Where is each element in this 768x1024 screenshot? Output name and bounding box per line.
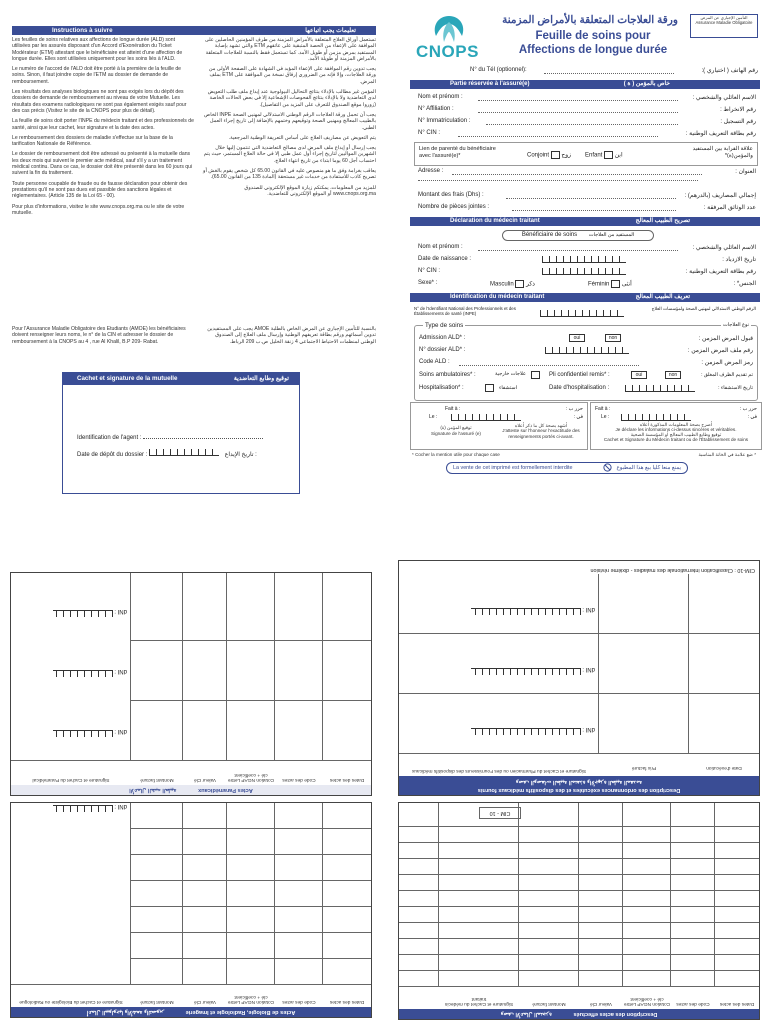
admission-oui-box[interactable]: oui — [569, 334, 585, 342]
med-fait-a-label: Fait à : — [595, 406, 611, 412]
instr-ar-2: يجب تدوين رقم الموافقة على الإعفاء المؤبد في الشهادة على الصفحة الأولى من ورقة العلاجات، وإلا فإنه من الضروري إرفاق نسخة من الموافقة على ETM بملف المرض. — [208, 66, 376, 85]
ordonnances-header-fr: Description des ordonnances exécutées et des dispositifs médicaux fournis — [477, 787, 681, 793]
actes-header-ar: وصف الأعمال المنجزة — [500, 1011, 552, 1017]
para-col-signature: Signature et Cachet du Paramédical — [32, 777, 110, 782]
depot-row — [77, 449, 257, 458]
attestation — [501, 423, 581, 439]
actes-col-valeur: Valeur Clé — [589, 1001, 613, 1006]
mutuelle-header — [63, 373, 299, 385]
bio-table — [10, 802, 372, 1018]
inpe-label: N° de l'Identifiant National des Professionnels et des Établissements de santé (INPE) — [414, 306, 516, 317]
form-title-ar: ورقة العلاجات المتعلقة بالأمراض المزمنة — [502, 14, 678, 26]
date-hosp-label: Date d'hospitalisation : — [549, 385, 610, 391]
pieces-field[interactable] — [512, 204, 676, 211]
ord-dni-label-3: dNI : — [582, 606, 595, 612]
instr-ar-6: يجب إرسال أو إيداع ملف المرض لدى مصالح التعاضدية التي تنتمون إليها خلال الشهرين المواليين لتاريخ إجراء أول عمل طبي إلا في حالة العلاج المستمر، حيث يتم احتساب أجل 60 يوما ابتداء من تاريخ انتهاء العلاج. — [203, 145, 376, 164]
para-col-dates: Dates des actes — [329, 777, 365, 782]
beneficiaire-pill-fr: Bénéficiaire de soins — [521, 232, 578, 238]
feminin-option — [588, 280, 632, 288]
para-table — [10, 572, 372, 796]
pieces-label: Nombre de pièces jointes : — [418, 204, 490, 210]
attest-ar: أشهد بصحة كل ما ذكر أعلاه — [514, 423, 568, 428]
form-title-fr-1: Feuille de soins pour — [535, 30, 651, 42]
adresse-label: Adresse : — [418, 168, 444, 174]
ord-dni-field-2[interactable] — [471, 668, 581, 675]
inpe-label-ar: الرقم الوطني الاستدلالي لمهنيي الصحة ولمؤسسات العلاج — [651, 306, 756, 311]
pli-label: Pli confidentiel remis* : — [549, 372, 610, 378]
affiliation-label-ar: رقم الانخراط : — [720, 107, 756, 113]
amo-corner-box — [690, 14, 758, 38]
naissance-label: Date de naissance : — [418, 256, 472, 262]
assure-le-label-ar: في : — [573, 414, 583, 420]
hospitalisation-label-ar: استشفاء — [499, 385, 517, 391]
instructions-header-ar: تعليمات يجب اتباعها — [305, 27, 356, 34]
dossier-ald-row — [419, 347, 753, 356]
hospitalisation-row — [419, 385, 753, 394]
ben-cin-field[interactable] — [542, 268, 626, 275]
para-dni-field-1[interactable] — [53, 730, 113, 737]
ben-cin-label: N° CIN : — [418, 268, 441, 274]
affiliation-label: N° Affiliation : — [418, 106, 454, 112]
feminin-checkbox[interactable] — [611, 280, 620, 288]
prohibited-icon — [603, 463, 612, 476]
ambulatoire-label-ar: علاجات خارجية — [495, 371, 526, 377]
instr-ar-1: تستعمل أوراق العلاج المتعلقة بالأمراض المزمنة من طرف المؤمنين الحاصلين على الموافقة على الإعفاء من الحصة المتبقية على عاتقهم ETM والتي تشهد بإصابة المستفيد بمرض مزمن أو طويل الأمد. كما تستعمل فقط بالنسبة للعلاجات المتعلقة بالأمراض المزمنة أو طويلة الأمد. — [204, 37, 376, 62]
sexe-label: Sexe* : — [418, 280, 438, 286]
tel-field[interactable] — [544, 67, 674, 74]
instr-fr-8: Pour plus d'informations, visitez le site www.cnops.org.ma ou le site de votre mutuelle. — [12, 203, 185, 216]
ident-header-fr: Identification du médecin traitant — [450, 294, 545, 300]
instr-ar-9: بالنسبة للتأمين الإجباري عن المرض الخاص بالطلبة AMOE يجب على المستفيدين تدوين أسمائهم ورقم بطاقة تعريفهم الوطنية وإرسال ملف العلاج إلى الصندوق الوطني لمنظمات الاحتياط الاجتماعي 4 زنقة الخليل ص.ب 209 الرباط. — [207, 326, 376, 345]
montant-field[interactable] — [506, 192, 676, 199]
mutuelle-header-ar: توقيع وطابع التعاضدية — [233, 375, 289, 382]
sig-assure-fr: Signature de l'assuré (e) — [431, 431, 481, 436]
type-soins-title-ar: نوع العلاجات — [723, 322, 749, 328]
adresse-row — [418, 168, 756, 176]
admission-row — [419, 335, 753, 344]
enfant-label: Enfant — [585, 152, 603, 159]
actes-col-dates: Dates des actes — [719, 1001, 755, 1006]
medecin-section-header — [410, 217, 760, 226]
ord-dni-row-1 — [471, 726, 595, 735]
assure-immatriculation-row — [418, 118, 756, 126]
pli-non-box[interactable]: non — [665, 371, 681, 379]
amo-corner-fr: Assurance Maladie Obligatoire — [695, 20, 753, 25]
ben-nom-field[interactable] — [478, 244, 678, 251]
pli-label-ar: تم تقديم الظرف المغلق : — [701, 372, 753, 378]
assure-fait-a-label-ar: حرر ب : — [565, 406, 583, 412]
instr-ar-3: المؤمن غير مطالب بالإدلاء بنتائج التحاليل البيولوجية عند إيداع ملف طلب التعويض لدى التعاضدية ولا بالإدلاء بنتائج الفحوصات الإشعاعية إلا في بعض الحالات الخاصة (زوروا موقع الصندوق للتعرف على المزيد من التفاصيل). — [207, 89, 376, 108]
bio-header-ar: أعمال البيولوجيا والأشعة والتصوير — [86, 1009, 165, 1015]
conjoint-label: Conjoint — [527, 152, 550, 159]
mutuelle-stamp-box — [62, 372, 300, 494]
enfant-checkbox[interactable] — [604, 151, 613, 159]
assure-le-row — [415, 414, 583, 421]
cocher-note: * Cocher la mention utile pour chaque case — [412, 452, 500, 457]
bio-header — [11, 1007, 371, 1017]
para-dni-row-2 — [53, 668, 127, 677]
vente-fr: La vente de cet imprimé est formellement interdite — [453, 465, 573, 471]
med-le-label-ar: في : — [747, 414, 757, 420]
sexe-row — [418, 280, 756, 288]
cnops-logo — [414, 12, 484, 64]
assure-nom-field[interactable] — [478, 94, 678, 101]
agent-row — [77, 435, 263, 441]
immatriculation-label-ar: رقم التسجيل : — [720, 119, 756, 125]
ord-col-signature: Signature et Cachet du Pharmacien ou des Fournisseurs des dispositifs médicaux — [411, 768, 587, 773]
lien-parente-box — [414, 142, 758, 166]
para-dni-row-1 — [53, 728, 127, 737]
declare-fr: Je déclare les informations ci-dessus sincères et véritables. — [615, 427, 737, 432]
montant-row — [418, 192, 756, 200]
ben-naissance-row — [418, 256, 756, 264]
instr-ar-5: يتم التعويض عن مصاريف العلاج على أساس التعريفة الوطنية المرجعية. — [228, 134, 376, 141]
adresse-label-ar: العنوان : — [735, 169, 756, 175]
actes-col-signature: Signature et Cachet du médecin traitant — [444, 995, 514, 1006]
med-declaration — [595, 422, 757, 442]
masculin-label-ar: ذكر — [526, 281, 535, 288]
assure-le-label: Le : — [429, 414, 438, 420]
assure-cin-row — [418, 130, 756, 138]
immatriculation-label: N° Immatriculation : — [418, 118, 471, 124]
bio-col-valeur: Valeur Clé — [193, 999, 217, 1004]
bottom-right-page — [398, 562, 760, 1020]
para-col-valeur: Valeur Clé — [193, 777, 217, 782]
enfant-option — [585, 151, 623, 159]
para-dni-field-3[interactable] — [53, 610, 113, 617]
masculin-label: Masculin — [490, 281, 514, 288]
montant-label: Montant des frais (Dhs) : — [418, 192, 484, 198]
tel-row — [470, 67, 758, 75]
para-col-headers — [11, 760, 371, 785]
sexe-label-ar: الجنس* : — [733, 281, 756, 287]
cin-label-ar: رقم بطاقة التعريف الوطنية : — [685, 131, 756, 137]
bio-dni-field[interactable] — [53, 805, 113, 812]
code-ald-label-ar: رمز المرض المزمن : — [701, 360, 753, 366]
med-fait-a-row — [595, 406, 757, 413]
bio-dni-label: dNI : — [114, 803, 127, 809]
ord-dni-field-3[interactable] — [471, 608, 581, 615]
medecin-header-fr: Déclaration du médecin traitant — [450, 218, 540, 224]
sig-assure-ar: توقيع المؤمن (ة) — [440, 425, 472, 430]
feuille-de-soins-form — [410, 10, 760, 500]
ord-dni-field-1[interactable] — [471, 728, 581, 735]
instructions-header-fr: Instructions à suivre — [52, 27, 113, 34]
ordonnances-header — [399, 776, 759, 795]
medecin-signature-box — [590, 402, 762, 450]
type-soins-box — [414, 322, 758, 401]
assure-fait-a-row — [415, 406, 583, 413]
naissance-field[interactable] — [542, 256, 626, 263]
adresse-field[interactable] — [452, 168, 702, 175]
ord-col-prix: Prix facturé — [631, 765, 657, 770]
bio-col-montant: Montant facturé — [140, 999, 174, 1004]
sig-assure — [417, 425, 495, 436]
beneficiaire-pill — [502, 230, 654, 241]
mutuelle-header-fr: Cachet et signature de la mutuelle — [77, 375, 178, 382]
actes-col-montant: Montant facturé — [532, 1001, 566, 1006]
amo-corner-ar: التأمين الإجباري عن المرض — [700, 15, 748, 20]
code-ald-label: Code ALD : — [419, 359, 450, 365]
form-title-fr-2: Affections de longue durée — [518, 44, 668, 56]
bio-header-fr: Actes de Biologie, Radiologie et Imagerie — [185, 1009, 296, 1015]
instructions-ar-amoe — [200, 326, 376, 349]
instr-ar-7: يعاقب بغرامة وفق ما هو منصوص عليه في القانون 65.00 كل شخص يقوم بالغش أو تصريح كاذب للاستفادة من خدمات غير مستحقة (المادة 135 من القانون 65.00). — [203, 168, 376, 181]
cachet-med-fr: Cachet et Signature du Médecin traitant ou de l'Établissement de soins — [603, 437, 749, 442]
para-header-fr: Actes Paramédicaux — [198, 787, 253, 793]
admission-label: Admission ALD* : — [419, 335, 466, 341]
hospitalisation-label: Hospitalisation* : — [419, 385, 464, 391]
naissance-label-ar: تاريخ الازدياد : — [722, 257, 756, 263]
instr-fr-7: Toute personne coupable de fraude ou de fausse déclaration pour obtenir des prestations qu'il ne sont pas dues est passible des sanctions légales et réglementaires. (Article 135 de la Loi 65 - 00). — [12, 180, 188, 200]
instr-fr-3: Les résultats des analyses biologiques ne sont pas exigés lors du dépôt des dossiers de demande de remboursement au niveau de votre Mutuelle. Les résultats des examens radiologiques ne sont pas également exigés sauf pour des cas précis (Visitez le site de la CNOPS pour plus de détail). — [12, 89, 187, 114]
assure-nom-label: Nom et prénom : — [418, 94, 463, 100]
instructions-ar — [200, 37, 376, 201]
assure-nom-row — [418, 94, 756, 102]
admission-non-box[interactable]: non — [605, 334, 621, 342]
assure-section-header — [410, 80, 760, 89]
assure-nom-label-ar: الاسم العائلي والشخصي : — [692, 95, 756, 101]
masculin-option — [490, 280, 535, 288]
ordonnances-table — [398, 560, 760, 796]
para-header — [11, 785, 371, 795]
ben-nom-label-ar: الاسم العائلي والشخصي : — [692, 245, 756, 251]
para-dni-row-3 — [53, 608, 127, 617]
date-hosp-field[interactable] — [625, 385, 695, 392]
adresse-line-2[interactable] — [418, 180, 698, 181]
assure-affiliation-row — [418, 106, 756, 114]
ambulatoire-checkbox[interactable] — [531, 371, 540, 379]
lien-label: Lien de parenté du bénéficiaire avec l'assuré(e)* — [419, 146, 496, 159]
med-le-row — [595, 414, 757, 421]
cin-label: N° CIN : — [418, 130, 441, 136]
agent-label: Identification de l'agent : — [77, 435, 142, 441]
bio-col-signature: Signature et Cachet du Biologiste ou Radiologue — [19, 999, 123, 1004]
ben-nom-row — [418, 244, 756, 252]
ord-dni-row-2 — [471, 666, 595, 675]
instructions-header — [12, 26, 376, 35]
hospitalisation-checkbox[interactable] — [485, 384, 494, 392]
para-grid — [131, 573, 371, 761]
instructions-fr — [12, 37, 194, 220]
ident-section-header — [410, 293, 760, 302]
immatriculation-field[interactable] — [486, 118, 678, 125]
depot-label: Date de dépôt du dossier : — [77, 452, 148, 458]
bio-col-code: Code des actes — [282, 999, 316, 1004]
pieces-label-ar: عدد الوثائق المرفقة : — [703, 205, 756, 211]
bio-dni-row — [53, 803, 127, 812]
cim-box: CIM - 10 — [479, 807, 521, 819]
assure-header-fr: Partie réservée à l'assuré(e) — [450, 81, 530, 87]
conjoint-label-ar: زوج — [561, 152, 572, 159]
actes-col-code: Code des actes — [676, 1001, 710, 1006]
lien-label-ar: علاقة القرابة بين المستفيد والمؤمن(ة)* — [692, 146, 753, 159]
dossier-ald-label-ar: رقم ملف المرض المزمن : — [687, 348, 753, 354]
para-col-montant: Montant facturé — [140, 777, 174, 782]
actes-col-cotation: Cotation NGAP Lettre clé + coefficient — [623, 995, 671, 1006]
assure-le-field[interactable] — [451, 414, 521, 421]
ambulatoire-row — [419, 372, 753, 381]
dossier-ald-label: N° dossier ALD* : — [419, 347, 466, 353]
para-dni-label-2: dNI : — [114, 668, 127, 674]
beneficiaire-pill-ar: المستفيد من العلاجات — [588, 232, 635, 238]
para-dni-field-2[interactable] — [53, 670, 113, 677]
cin-field[interactable] — [458, 130, 658, 137]
instr-fr-1: Les feuilles de soins relatives aux affections de longue durée (ALD) sont utilisées par les assurés disposant d'un Accord d'Exonération du Ticket Modérateur (ETM) attestant que le bénéficiaire est atteint d'une affection de longue durée. Elles sont utilisées uniquement pour les soins liés à l'ALD. — [12, 37, 183, 62]
type-soins-title: Type de soins — [425, 322, 464, 329]
depot-label-ar: تاريخ الإيداع : — [224, 452, 257, 458]
para-header-ar: الأعمال الشبه الطبية — [129, 787, 177, 793]
ambulatoire-label: Soins ambulatoires* : — [419, 372, 476, 378]
tel-label-ar: رقم الهاتف ( اختياري ): — [701, 68, 758, 74]
med-le-label: Le : — [601, 414, 610, 420]
ord-col-date: Date d'exécution — [706, 765, 742, 770]
ordonnances-header-ar: وصف الوصفات الطبية المنفذة والأجهزة الطبية المقدمة — [515, 779, 643, 785]
conjoint-checkbox[interactable] — [551, 151, 560, 159]
instr-fr-9: Pour l'Assurance Maladie Obligatoire des Etudiants (AMOE) les bénéficiaires doivent renseigner leurs noms, le n° de la CIN et adresser le dossier de remboursement à la CNOPS au 4 , rue Al Khalil, B.P 209- Rabat. — [12, 326, 186, 345]
instructions-fr-amoe — [12, 326, 194, 349]
ord-dni-label-2: dNI : — [582, 666, 595, 672]
bottom-left-page — [10, 574, 372, 1018]
ben-cin-row — [418, 268, 756, 276]
dossier-ald-field[interactable] — [545, 347, 629, 354]
actes-table — [398, 802, 760, 1020]
bio-grid — [131, 803, 371, 985]
instr-ar-8: للمزيد من المعلومات، يمكنكم زيارة الموقع الإلكتروني للصندوق www.cnops.org.ma أو الموقع الإلكتروني للتعاضدية. — [244, 184, 376, 197]
inpe-field[interactable] — [540, 310, 624, 317]
ident-header-ar: تعريف الطبيب المعالج — [635, 294, 690, 300]
cocher-note-ar: * ضع علامة في الخانة المناسبة — [698, 452, 756, 457]
instr-fr-2: Le numéro de l'accord de l'ALD doit être porté à la première de la feuille de soins. Sinon, il faut joindre copie de l'ETM au dossier de demande de remboursement. — [12, 66, 182, 85]
ord-dni-label-1: dNI : — [582, 726, 595, 732]
affiliation-field[interactable] — [478, 106, 678, 113]
date-hosp-label-ar: تاريخ الاستشفاء : — [718, 385, 753, 391]
tel-label: N° du Tél (optionnel): — [470, 67, 527, 73]
enfant-label-ar: ابن — [614, 152, 623, 159]
ben-nom-label: Nom et prénom : — [418, 244, 463, 250]
pli-oui-box[interactable]: oui — [631, 371, 647, 379]
assure-signature-box — [410, 402, 588, 450]
para-dni-label-1: dNI : — [114, 728, 127, 734]
instr-fr-6: Le dossier de remboursement doit être adressé ou présenté à la mutuelle dans les deux mois qui suivent le premier acte médical, sauf s'il y a un traitement médical continu. Dans ce cas, le dossier doit être présenté dans les 60 jours qui suivent la fin du traitement. — [12, 151, 193, 177]
attest-fr: J'atteste sur l'honneur l'exactitude des renseignements portés ci-avant. — [502, 428, 580, 439]
cnops-wordmark: CNOPS — [416, 42, 479, 61]
para-dni-label-3: dNI : — [114, 608, 127, 614]
instr-fr-5: Le remboursement des dossiers de maladie s'effectue sur la base de la tarification Nationale de Référence. — [12, 134, 173, 148]
assure-fait-a-label: Fait à : — [445, 406, 461, 412]
bio-col-cotation: Cotation NGAP Lettre clé + coefficient — [227, 993, 275, 1004]
med-le-field[interactable] — [621, 414, 691, 421]
instr-fr-4: La feuille de soins doit porter l'INPE du médecin traitant et des professionnels de santé, ainsi que leur cachet, leur signature et la date des actes. — [12, 118, 194, 131]
cim-footnote: CIM-10 : Classification internationale des maladies - dixième révision — [590, 567, 755, 573]
vente-ar: يمنع منعا كليا بيع هذا المطبوع — [616, 465, 681, 471]
actes-col-headers — [399, 986, 759, 1009]
depot-date-field[interactable] — [149, 449, 219, 456]
masculin-checkbox[interactable] — [515, 280, 524, 288]
bio-col-dates: Dates des actes — [329, 999, 365, 1004]
code-ald-field[interactable] — [459, 359, 639, 366]
code-ald-row — [419, 359, 753, 368]
montant-label-ar: إجمالي المصاريف (بالدرهم) : — [684, 193, 756, 199]
med-fait-a-label-ar: حرر ب : — [739, 406, 757, 412]
feminin-label: Féminin — [588, 281, 610, 288]
actes-grid — [399, 803, 759, 987]
declare-ar: أصرح بصحة المعلومات المذكورة أعلاه — [639, 422, 713, 427]
para-col-cotation: Cotation NGAP Lettre clé + coefficient — [227, 771, 275, 782]
para-col-code: Code des actes — [282, 777, 316, 782]
cachet-med-ar: توقيع وطابع الطبيب المعالج أو المؤسسة الصحية — [630, 432, 722, 437]
conjoint-option — [527, 151, 571, 159]
ben-cin-label-ar: رقم بطاقة التعريف الوطنية : — [685, 269, 756, 275]
medecin-header-ar: تصريح الطبيب المعالج — [635, 218, 690, 224]
instr-ar-4: يجب أن تحمل ورقة العلاجات الرقم الوطني الاستدلالي لمهنيي الصحة INPE الخاص بالطبيب المعالج ومهنيي الصحة وتوقيعهم وختمهم بالإضافة إلى تاريخ إجراء العمل الطبي. — [204, 111, 376, 131]
assure-header-ar: خاص بالمؤمن ( ة ) — [623, 81, 670, 87]
bio-col-headers — [11, 984, 371, 1007]
ordonnances-col-headers — [399, 753, 759, 776]
vente-interdite-banner — [446, 462, 688, 474]
admission-label-ar: قبول المرض المزمن : — [698, 336, 753, 342]
actes-header — [399, 1009, 759, 1019]
pieces-row — [418, 204, 756, 212]
agent-field[interactable] — [143, 438, 263, 439]
feminin-label-ar: أنثى — [621, 281, 632, 288]
actes-header-fr: Description des actes effectués — [573, 1011, 658, 1017]
ord-dni-row-3 — [471, 606, 595, 615]
